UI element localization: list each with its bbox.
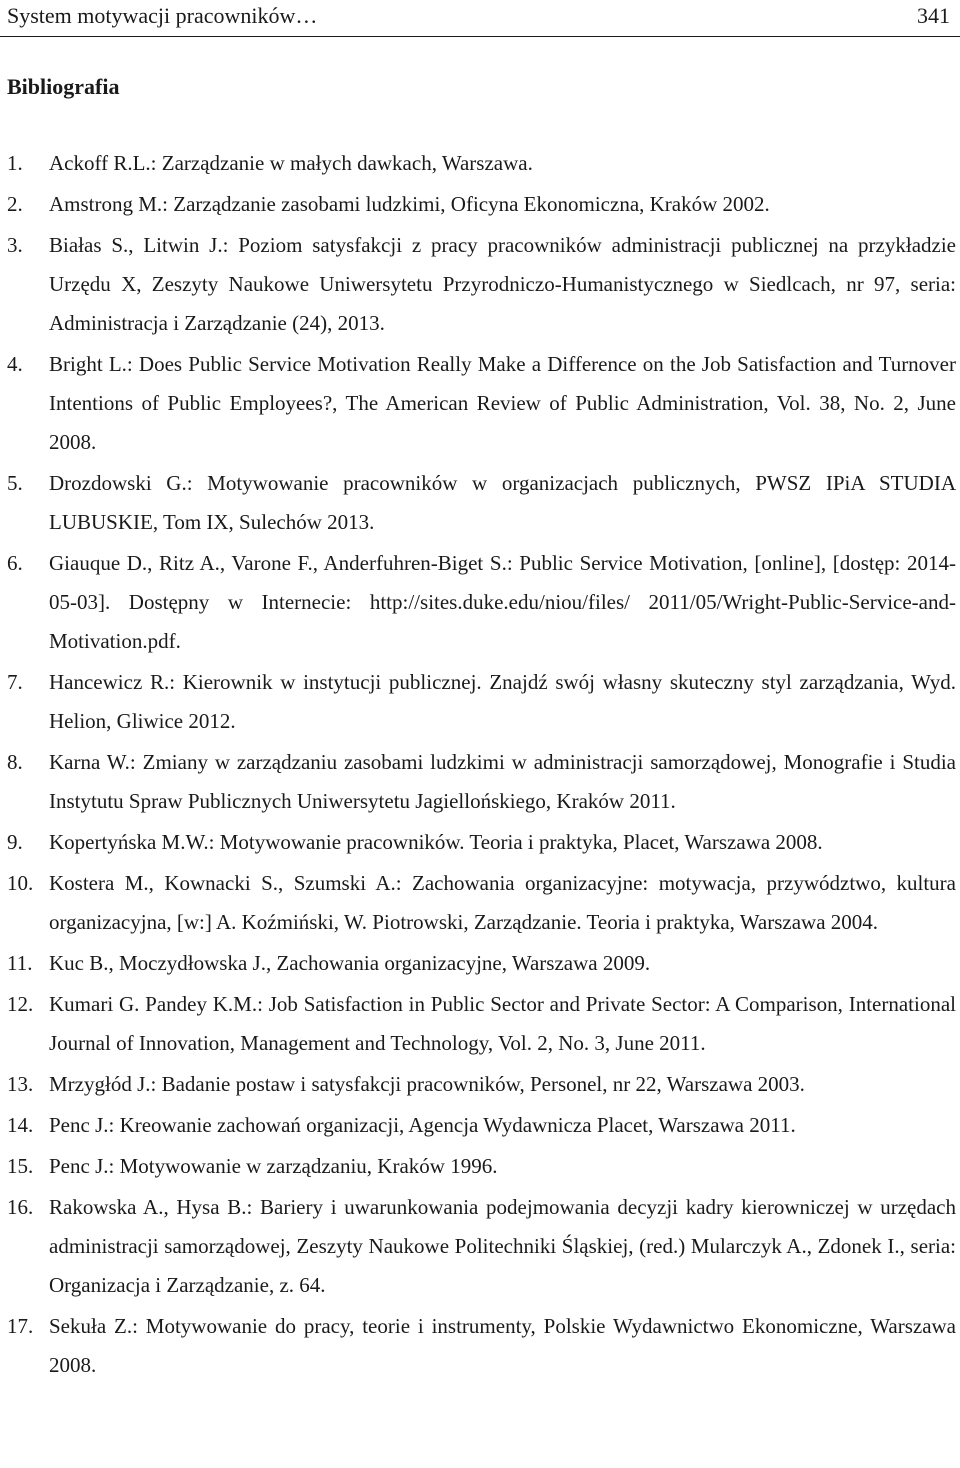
entry-number: 15. (7, 1154, 34, 1178)
entry-text: Białas S., Litwin J.: Poziom satysfakcji z pracy pracowników administracji publicznej na przykładzie Urzędu X, Zeszyty Naukowe Uniwersytetu Przyrodniczo-Humanistycznego w Siedlcach, nr 97, seria: Administracja i Zarządzanie (24), 2013. (49, 233, 956, 335)
entry-text: Hancewicz R.: Kierownik w instytucji publicznej. Znajdź swój własny skuteczny styl zarządzania, Wyd. Helion, Gliwice 2012. (49, 670, 956, 733)
entry-text: Amstrong M.: Zarządzanie zasobami ludzkimi, Oficyna Ekonomiczna, Kraków 2002. (49, 192, 770, 216)
entry-text: Kumari G. Pandey K.M.: Job Satisfaction in Public Sector and Private Sector: A Comparison, International Journal of Innovation, Management and Technology, Vol. 2, No. 3, June 2011. (49, 992, 956, 1055)
bibliography-entry (0, 1106, 956, 1145)
entry-text: Karna W.: Zmiany w zarządzaniu zasobami ludzkimi w administracji samorządowej, Monografie i Studia Instytutu Spraw Publicznych Uniwersytetu Jagiellońskiego, Kraków 2011. (49, 750, 956, 813)
entry-number: 1. (7, 151, 23, 175)
entry-number: 8. (7, 750, 23, 774)
entry-number: 11. (7, 951, 33, 975)
entry-text: Penc J.: Motywowanie w zarządzaniu, Kraków 1996. (49, 1154, 498, 1178)
bibliography-entry (0, 1188, 956, 1305)
bibliography-entry (0, 663, 956, 741)
page-number: 341 (917, 3, 950, 28)
running-title: System motywacji pracowników… (7, 3, 318, 28)
bibliography-entry (0, 985, 956, 1063)
entry-number: 2. (7, 192, 23, 216)
entry-text: Drozdowski G.: Motywowanie pracowników w organizacjach publicznych, PWSZ IPiA STUDIA LUBUSKIE, Tom IX, Sulechów 2013. (49, 471, 956, 534)
entry-number: 13. (7, 1072, 34, 1096)
page-header (0, 0, 960, 40)
entry-text: Kuc B., Moczydłowska J., Zachowania organizacyjne, Warszawa 2009. (49, 951, 651, 975)
entry-text: Sekuła Z.: Motywowanie do pracy, teorie i instrumenty, Polskie Wydawnictwo Ekonomiczne, Warszawa 2008. (49, 1314, 956, 1377)
header-divider (0, 36, 960, 37)
bibliography-entry (0, 1307, 956, 1385)
entry-number: 6. (7, 551, 23, 575)
entry-number: 7. (7, 670, 23, 694)
bibliography-entry (0, 185, 956, 224)
section-title: Bibliografia (7, 74, 120, 99)
bibliography-entry (0, 743, 956, 821)
entry-text: Giauque D., Ritz A., Varone F., Anderfuhren-Biget S.: Public Service Motivation, [online], [dostęp: 2014-05-03]. Dostępny w Internecie: http://sites.duke.edu/niou/files/ 2011/05/Wright-Public-Service-and-Motivation.pdf. (49, 551, 956, 653)
bibliography-entry (0, 944, 956, 983)
bibliography-entry (0, 144, 956, 183)
entry-text: Ackoff R.L.: Zarządzanie w małych dawkach, Warszawa. (49, 151, 533, 175)
entry-text: Kostera M., Kownacki S., Szumski A.: Zachowania organizacyjne: motywacja, przywództwo, kultura organizacyjna, [w:] A. Koźmiński, W. Piotrowski, Zarządzanie. Teoria i praktyka, Warszawa 2004. (49, 871, 956, 934)
entry-number: 12. (7, 992, 34, 1016)
entry-text: Kopertyńska M.W.: Motywowanie pracowników. Teoria i praktyka, Placet, Warszawa 2008. (49, 830, 823, 854)
entry-text: Mrzygłód J.: Badanie postaw i satysfakcji pracowników, Personel, nr 22, Warszawa 2003. (49, 1072, 805, 1096)
entry-number: 16. (7, 1195, 34, 1219)
entry-text: Rakowska A., Hysa B.: Bariery i uwarunkowania podejmowania decyzji kadry kierowniczej w urzędach administracji samorządowej, Zeszyty Naukowe Politechniki Śląskiej, (red.) Mularczyk A., Zdonek I., seria: Organizacja i Zarządzanie, z. 64. (49, 1195, 956, 1297)
entry-text: Bright L.: Does Public Service Motivation Really Make a Difference on the Job Satisfaction and Turnover Intentions of Public Employees?, The American Review of Public Administration, Vol. 38, No. 2, June 2008. (49, 352, 956, 454)
entry-number: 14. (7, 1113, 34, 1137)
entry-number: 17. (7, 1314, 34, 1338)
bibliography-entry (0, 1147, 956, 1186)
bibliography-entry (0, 544, 956, 661)
bibliography-entry (0, 1065, 956, 1104)
bibliography-list (0, 144, 956, 1387)
entry-number: 4. (7, 352, 23, 376)
bibliography-entry (0, 345, 956, 462)
entry-number: 5. (7, 471, 23, 495)
entry-number: 10. (7, 871, 34, 895)
bibliography-entry (0, 464, 956, 542)
bibliography-entry (0, 864, 956, 942)
bibliography-entry (0, 226, 956, 343)
entry-number: 3. (7, 233, 23, 257)
bibliography-entry (0, 823, 956, 862)
entry-text: Penc J.: Kreowanie zachowań organizacji, Agencja Wydawnicza Placet, Warszawa 2011. (49, 1113, 796, 1137)
entry-number: 9. (7, 830, 23, 854)
